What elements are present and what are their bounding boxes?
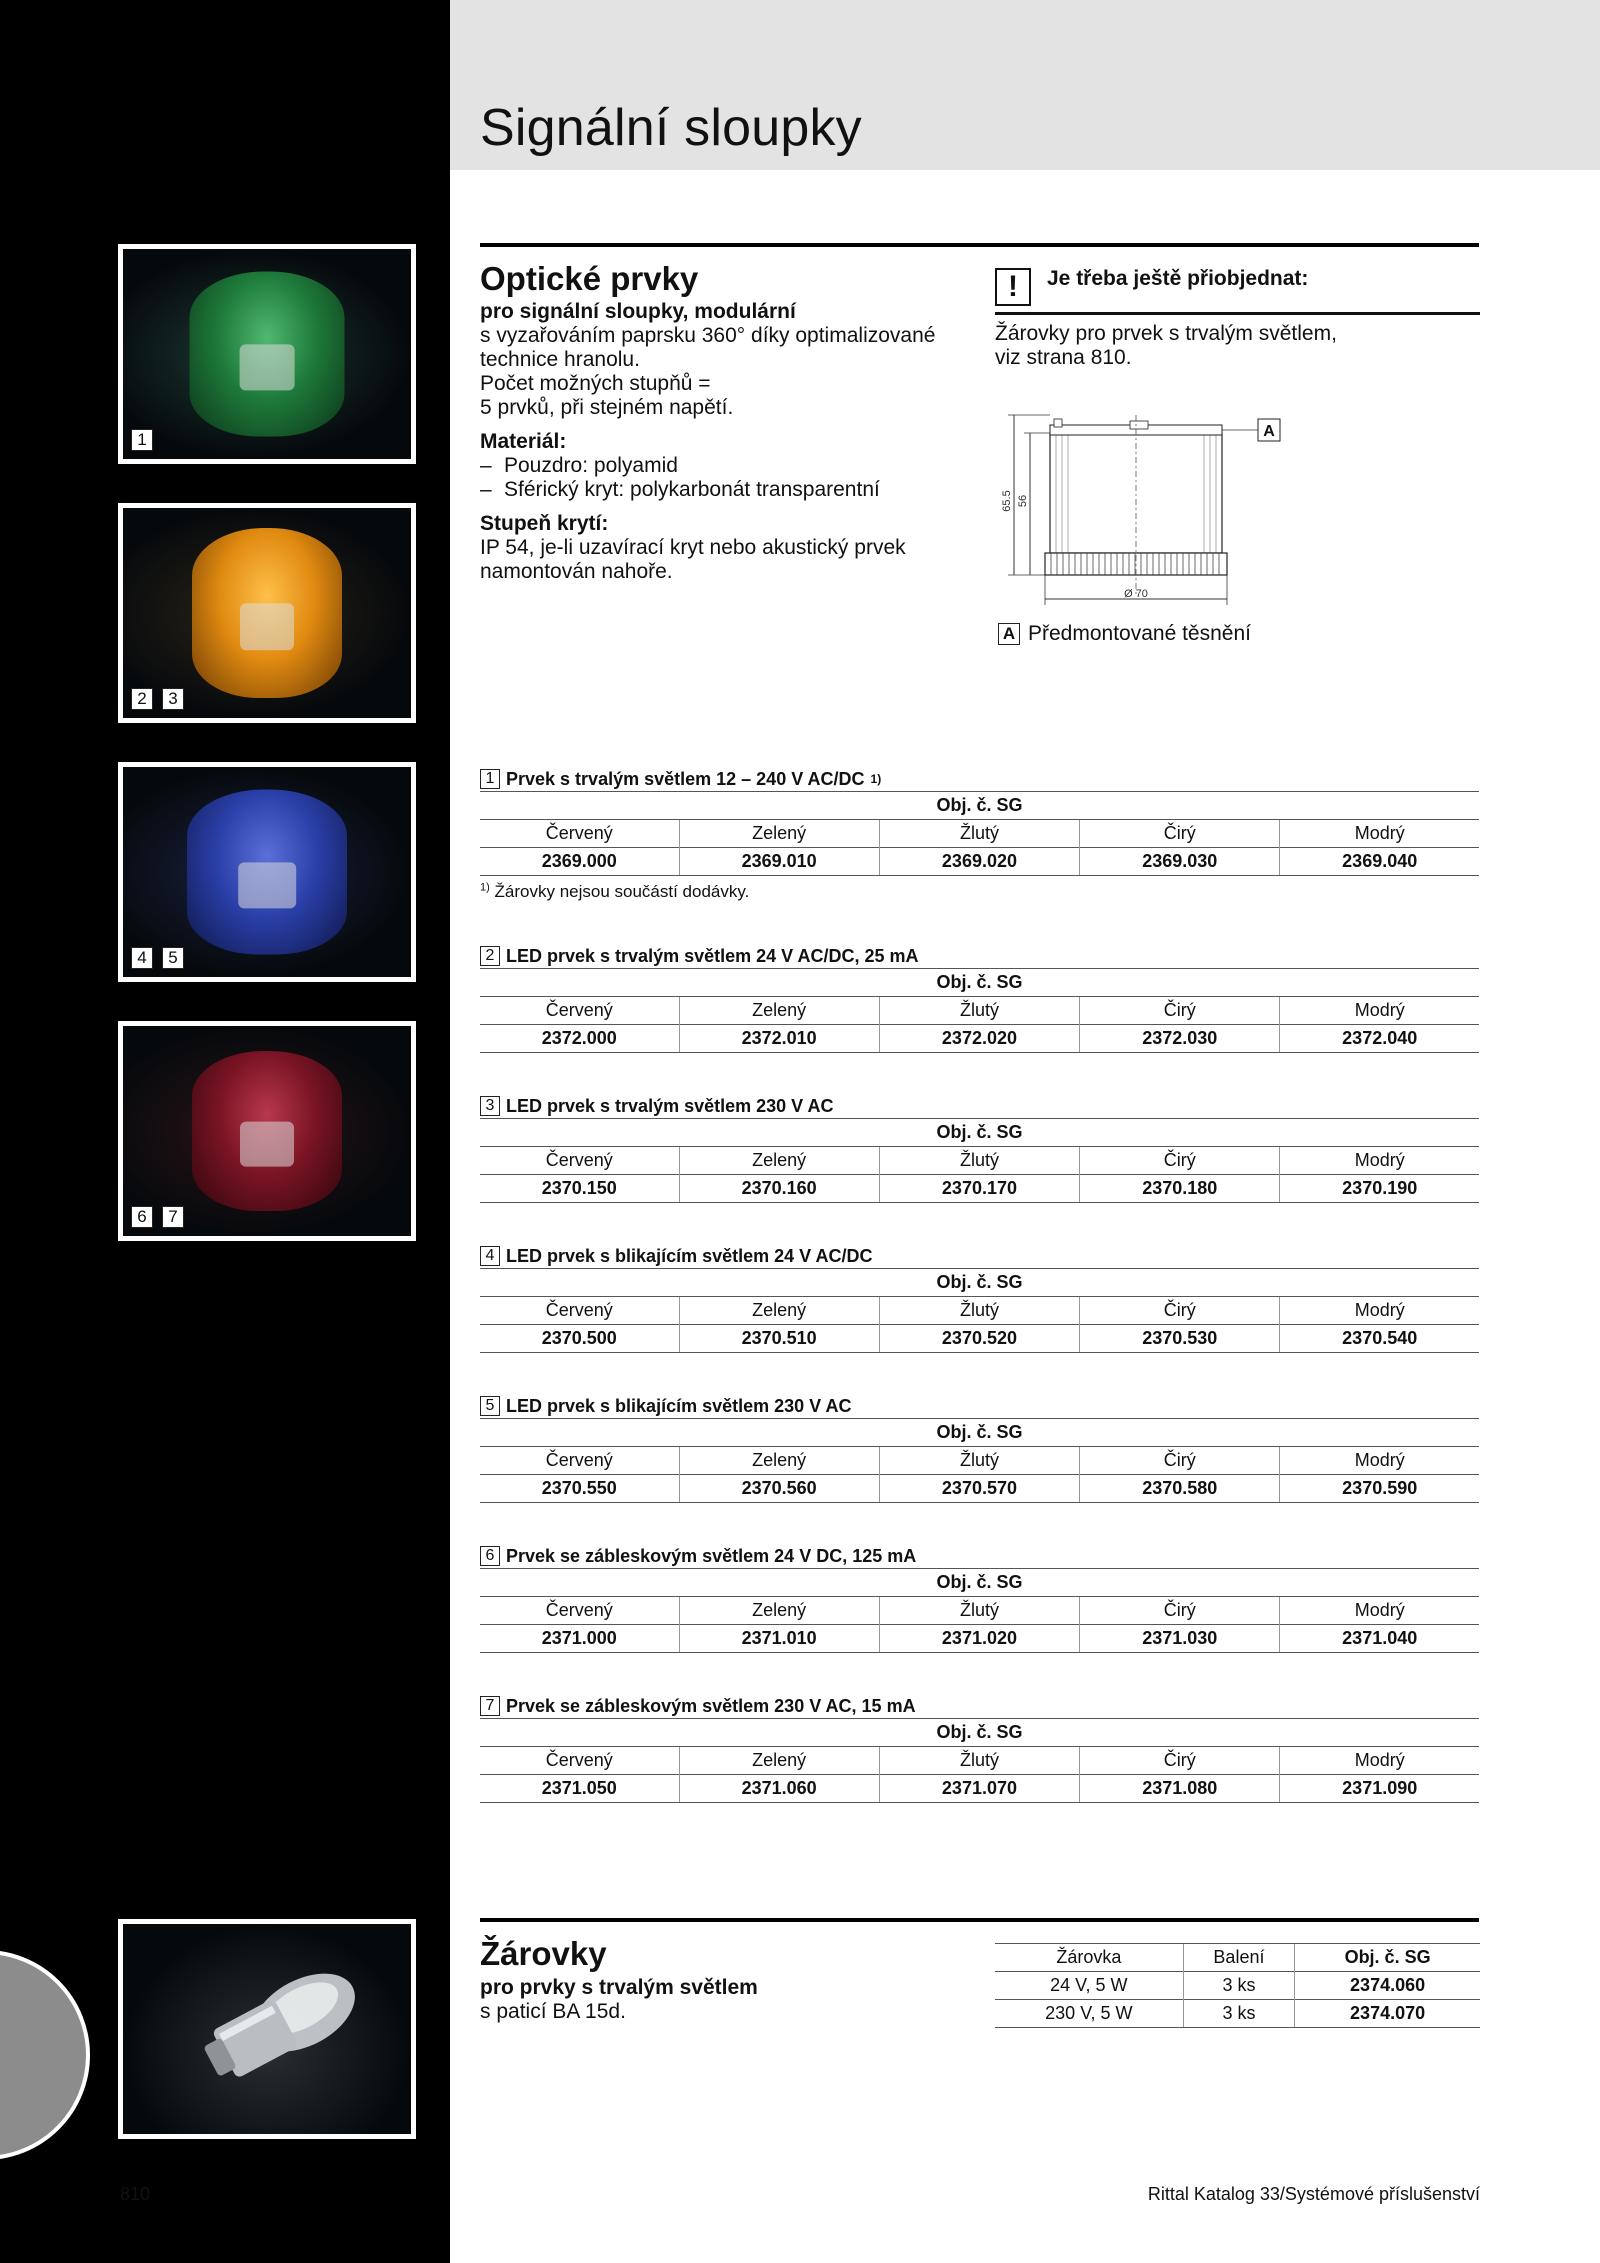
order-number: 2372.040 [1280,1025,1479,1053]
photo-badge: 4 [131,947,153,969]
table-row [995,2000,1480,2028]
protection-text: namontován nahoře. [480,560,673,583]
table-header: Balení [1183,1944,1294,1972]
order-number: 2371.030 [1080,1625,1280,1653]
color-cell: Zelený [679,1597,879,1625]
product-photo-green [118,244,416,464]
order-table [480,968,1479,1053]
product-photo-red [118,1021,416,1241]
optical-description [480,300,980,584]
order-number: 2374.060 [1295,1972,1480,2000]
order-table-7 [480,1694,1479,1803]
order-table [480,1718,1479,1803]
table-badge: 1 [480,769,500,789]
product-photo-orange [118,503,416,723]
page-title: Signální sloupky [480,99,862,157]
callout-a: A [1263,423,1275,440]
color-cell: Čirý [1080,997,1280,1025]
color-cell: Čirý [1080,1447,1280,1475]
order-number: 2370.580 [1080,1475,1280,1503]
table-row [995,1972,1480,2000]
order-number: 2370.190 [1280,1175,1479,1203]
order-number: 2370.170 [879,1175,1079,1203]
legend-badge: A [998,623,1020,645]
color-cell: Červený [480,1597,679,1625]
order-table-3 [480,1094,1479,1203]
bulb-pack: 3 ks [1183,2000,1294,2028]
material-item: – Sférický kryt: polykarbonát transparentní [480,478,880,501]
section-title-bulbs: Žárovky [480,1935,607,1972]
color-cell: Žlutý [879,1447,1079,1475]
order-number: 2371.090 [1280,1775,1479,1803]
color-cell: Zelený [679,1447,879,1475]
table-badge: 4 [480,1246,500,1266]
protection-text: IP 54, je-li uzavírací kryt nebo akustický prvek [480,536,906,559]
notice-rule [995,312,1480,315]
intro-line: s vyzařováním paprsku 360° díky optimalizované [480,324,936,347]
order-number: 2371.020 [879,1625,1079,1653]
color-cell: Žlutý [879,1747,1079,1775]
dim-diameter: Ø 70 [1124,588,1148,600]
order-number: 2370.510 [679,1325,879,1353]
color-cell: Modrý [1280,1597,1479,1625]
photo-badge: 1 [131,429,153,451]
color-cell: Modrý [1280,1447,1479,1475]
order-number: 2371.010 [679,1625,879,1653]
order-number: 2371.040 [1280,1625,1479,1653]
legend-text: Předmontované těsnění [1028,622,1251,645]
lamp-image [192,1051,342,1211]
photo-badge: 2 [131,688,153,710]
section-rule [480,1918,1479,1922]
color-cell: Čirý [1080,1297,1280,1325]
color-cell: Čirý [1080,1147,1280,1175]
table-header: Žárovka [995,1944,1183,1972]
table-header: Obj. č. SG [1295,1944,1480,1972]
order-number: 2374.070 [1295,2000,1480,2028]
order-number: 2372.000 [480,1025,679,1053]
order-number: 2370.160 [679,1175,879,1203]
order-number: 2370.570 [879,1475,1079,1503]
table-header: Obj. č. SG [480,1419,1479,1447]
order-number: 2370.540 [1280,1325,1479,1353]
table-title: 1 Prvek s trvalým světlem 12 – 240 V AC/DC 1) [480,767,1479,791]
table-title: 7 Prvek se zábleskovým světlem 230 V AC, 15 mA [480,1694,1479,1718]
order-number: 2371.070 [879,1775,1079,1803]
color-cell: Žlutý [879,1147,1079,1175]
material-item: – Pouzdro: polyamid [480,454,678,477]
table-header: Obj. č. SG [480,1269,1479,1297]
table-header: Obj. č. SG [480,792,1479,820]
order-number: 2371.050 [480,1775,679,1803]
bulb-pack: 3 ks [1183,1972,1294,2000]
section-rule [480,243,1479,247]
order-number: 2369.010 [679,848,879,876]
section-title-optical: Optické prvky [480,260,699,297]
order-number: 2372.030 [1080,1025,1280,1053]
bulbs-text: s paticí BA 15d. [480,2000,626,2023]
notice-text: Žárovky pro prvek s trvalým světlem, viz strana 810. [995,322,1337,369]
page-number: 810 [120,2184,151,2204]
order-number: 2371.080 [1080,1775,1280,1803]
table-title: 2 LED prvek s trvalým světlem 24 V AC/DC, 25 mA [480,944,1479,968]
order-table [480,1118,1479,1203]
photo-badge: 5 [162,947,184,969]
order-table-1 [480,767,1479,902]
table-header: Obj. č. SG [480,969,1479,997]
product-photo-bulb [118,1919,416,2139]
bulbs-table [995,1943,1480,2028]
color-cell: Žlutý [879,1597,1079,1625]
order-number: 2370.520 [879,1325,1079,1353]
bulb-type: 24 V, 5 W [995,1972,1183,2000]
order-number: 2372.010 [679,1025,879,1053]
product-photo-blue [118,762,416,982]
table-title: 5 LED prvek s blikajícím světlem 230 V AC [480,1394,1479,1418]
bulbs-subtitle: pro prvky s trvalým světlem [480,1976,758,1999]
color-cell: Zelený [679,1147,879,1175]
table-badge: 3 [480,1096,500,1116]
color-cell: Červený [480,1747,679,1775]
order-number: 2370.590 [1280,1475,1479,1503]
order-number: 2371.000 [480,1625,679,1653]
dim-height-body: 56 [1017,494,1029,508]
table-badge: 6 [480,1546,500,1566]
order-number: 2370.180 [1080,1175,1280,1203]
footer-text: Rittal Katalog 33/Systémové příslušenství [1147,2184,1480,2204]
photo-badge: 6 [131,1206,153,1228]
order-table [480,1418,1479,1503]
table-badge: 2 [480,946,500,966]
photo-badge: 3 [162,688,184,710]
order-number: 2372.020 [879,1025,1079,1053]
exclamation-icon: ! [995,268,1031,306]
table-title: 3 LED prvek s trvalým světlem 230 V AC [480,1094,1479,1118]
color-cell: Čirý [1080,1747,1280,1775]
order-table [480,791,1479,876]
color-cell: Modrý [1280,820,1479,848]
lamp-image [190,272,345,437]
intro-line: 5 prvků, při stejném napětí. [480,396,734,419]
notice-title: Je třeba ještě přiobjednat: [1047,267,1309,290]
order-table-2 [480,944,1479,1053]
color-cell: Červený [480,1297,679,1325]
protection-heading: Stupeň krytí: [480,512,609,535]
order-table-4 [480,1244,1479,1353]
table-badge: 7 [480,1696,500,1716]
color-cell: Žlutý [879,997,1079,1025]
order-number: 2369.030 [1080,848,1280,876]
material-heading: Materiál: [480,430,567,453]
color-cell: Žlutý [879,1297,1079,1325]
intro-line: Počet možných stupňů = [480,372,711,395]
color-cell: Modrý [1280,1297,1479,1325]
photo-badge: 7 [162,1206,184,1228]
color-cell: Červený [480,1147,679,1175]
color-cell: Zelený [679,1747,879,1775]
order-table-5 [480,1394,1479,1503]
order-number: 2370.500 [480,1325,679,1353]
color-cell: Modrý [1280,1747,1479,1775]
order-number: 2370.150 [480,1175,679,1203]
color-cell: Červený [480,820,679,848]
color-cell: Čirý [1080,1597,1280,1625]
order-number: 2370.560 [679,1475,879,1503]
table-title: 4 LED prvek s blikajícím světlem 24 V AC/DC [480,1244,1479,1268]
order-table [480,1268,1479,1353]
bulb-image [123,1924,411,2134]
color-cell: Zelený [679,1297,879,1325]
dim-height-total: 65.5 [1001,490,1013,512]
bulb-type: 230 V, 5 W [995,2000,1183,2028]
footnote: $^{1)}$ Žárovky nejsou součástí dodávky. [480,881,750,901]
drawing-legend [998,622,1251,646]
table-header: Obj. č. SG [480,1719,1479,1747]
order-number: 2369.000 [480,848,679,876]
order-number: 2371.060 [679,1775,879,1803]
color-cell: Žlutý [879,820,1079,848]
color-cell: Červený [480,1447,679,1475]
table-header: Obj. č. SG [480,1119,1479,1147]
order-table-6 [480,1544,1479,1653]
table-header: Obj. č. SG [480,1569,1479,1597]
table-badge: 5 [480,1396,500,1416]
table-title: 6 Prvek se zábleskovým světlem 24 V DC, 125 mA [480,1544,1479,1568]
color-cell: Zelený [679,820,879,848]
order-number: 2370.530 [1080,1325,1280,1353]
intro-line: technice hranolu. [480,348,640,371]
order-number: 2369.020 [879,848,1079,876]
color-cell: Modrý [1280,997,1479,1025]
order-table [480,1568,1479,1653]
color-cell: Zelený [679,997,879,1025]
optical-subtitle: pro signální sloupky, modulární [480,300,796,323]
color-cell: Čirý [1080,820,1280,848]
lamp-image [192,528,342,698]
order-number: 2370.550 [480,1475,679,1503]
color-cell: Modrý [1280,1147,1479,1175]
color-cell: Červený [480,997,679,1025]
order-number: 2369.040 [1280,848,1479,876]
dimension-drawing [990,405,1290,615]
lamp-image [187,790,347,955]
